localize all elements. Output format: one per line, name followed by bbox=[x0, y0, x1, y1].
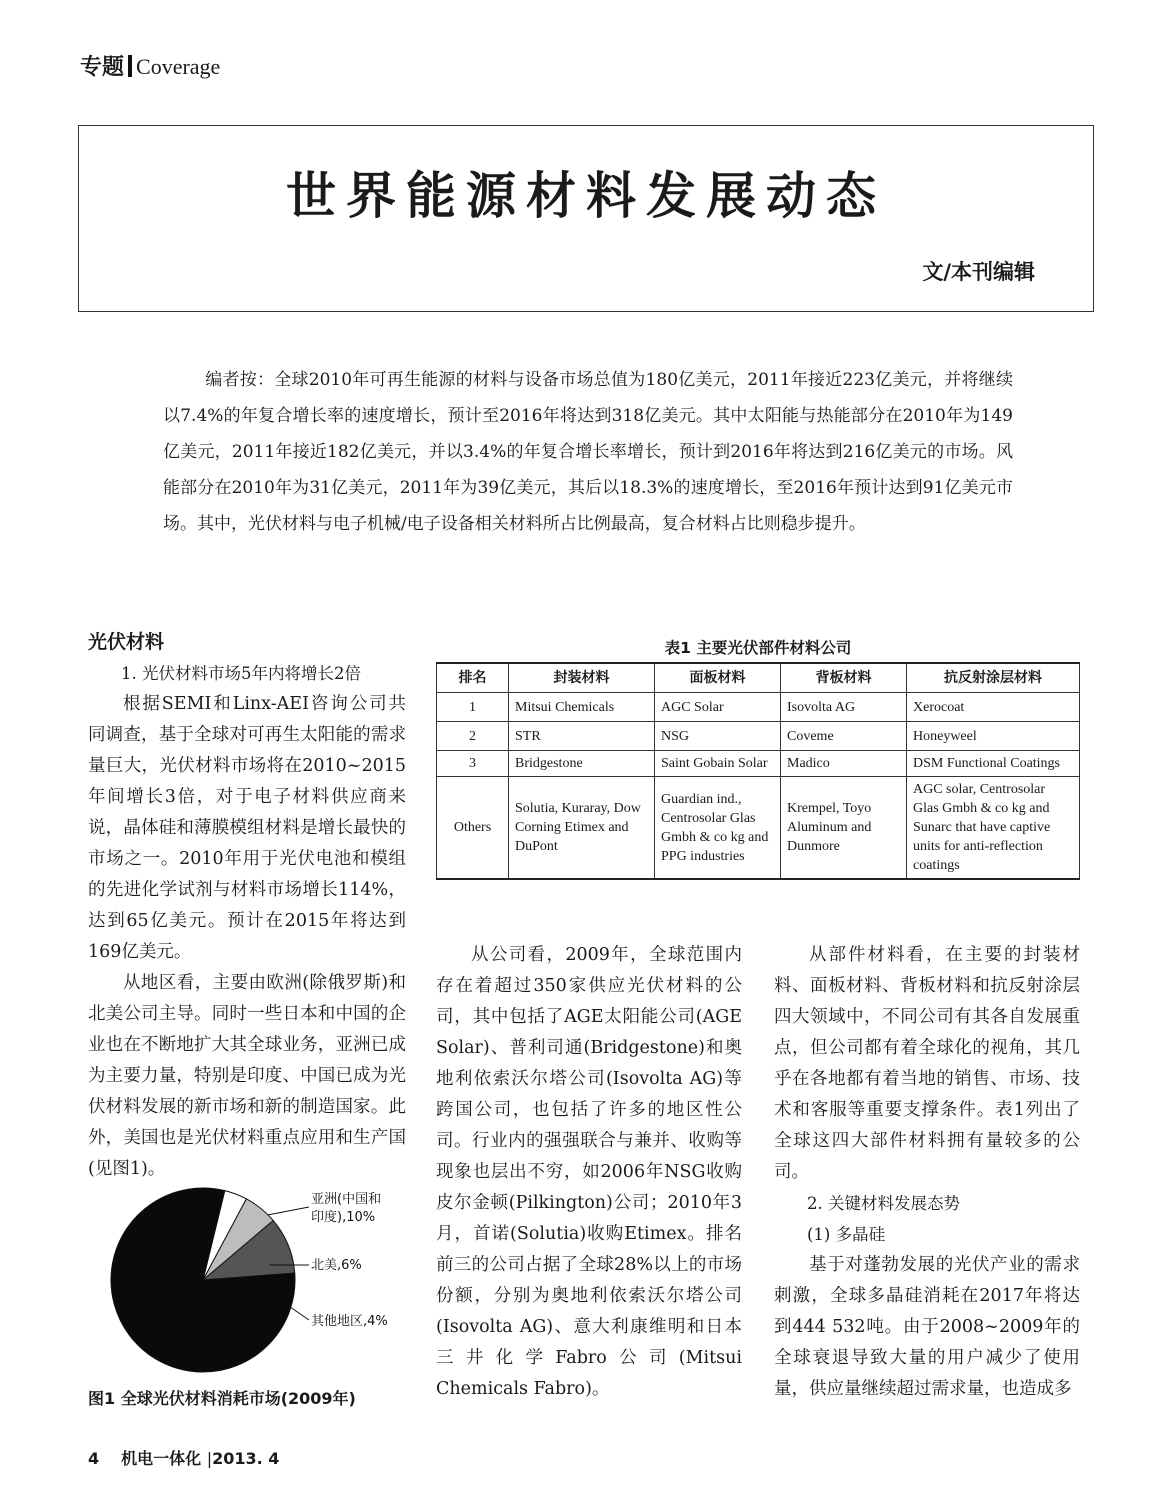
column-header: 背板材料 bbox=[781, 663, 907, 693]
footer-separator: | bbox=[206, 1449, 213, 1468]
editor-note bbox=[163, 362, 1013, 542]
journal-name: 机电一体化 bbox=[121, 1449, 202, 1468]
column-3 bbox=[774, 940, 1080, 1405]
page-footer bbox=[88, 1446, 279, 1469]
issue-number: 2013. 4 bbox=[212, 1449, 280, 1468]
table-cell: Krempel, Toyo Aluminum and Dunmore bbox=[781, 777, 907, 880]
pv-companies-table bbox=[436, 662, 1080, 880]
table-caption: 表1 主要光伏部件材料公司 bbox=[664, 639, 852, 657]
article-author: 文/本刊编辑 bbox=[922, 260, 1035, 284]
table-cell: AGC solar, Centrosolar Glas Gmbh & co kg and Sunarc that have captive units for anti-reflection coatings bbox=[907, 777, 1080, 880]
section-divider bbox=[128, 55, 132, 77]
subheading-polysilicon: (1) 多晶硅 bbox=[807, 1225, 886, 1244]
paragraph: 从公司看，2009年，全球范围内存在着超过350家供应光伏材料的公司，其中包括了AGE太阳能公司(AGE Solar)、普利司通(Bridgestone)和奥地利依索沃尔塔公司(Isovolta AG)等跨国公司，也包括了许多的地区性公司。行业内的强强联合与兼并、收购等现象也层出不穷，如2006年NSG收购皮尔金顿(Pilkington)公司；2010年3月，首诺(Solutia)收购Etimex。排名前三的公司占据了全球28%以上的市场份额，分别为奥地利依索沃尔塔公司(Isovolta AG)、意大利康维明和日本三井化学Fabro公司(Mitsui Chemicals Fabro)。 bbox=[436, 945, 742, 1399]
table-cell: 3 bbox=[437, 751, 509, 777]
column-1 bbox=[88, 627, 406, 1185]
paragraph: 根据SEMI和Linx-AEI咨询公司共同调查，基于全球对可再生太阳能的需求量巨大，光伏材料市场将在2010~2015年间增长3倍，对于电子材料供应商来说，晶体硅和薄膜模组材料是增长最快的市场之一。2010年用于光伏电池和模组的先进化学试剂与材料市场增长114%，达到65亿美元。预计在2015年将达到169亿美元。 bbox=[88, 694, 406, 962]
subheading-market-growth: 1. 光伏材料市场5年内将增长2倍 bbox=[121, 664, 361, 683]
table-cell: Others bbox=[437, 777, 509, 880]
table-cell: Xerocoat bbox=[907, 693, 1080, 722]
table-row bbox=[437, 722, 1080, 751]
table-cell: 1 bbox=[437, 693, 509, 722]
pv-market-pie-chart bbox=[95, 1185, 425, 1375]
table-cell: Bridgestone bbox=[509, 751, 655, 777]
column-header: 抗反射涂层材料 bbox=[907, 663, 1080, 693]
table-cell: Coveme bbox=[781, 722, 907, 751]
paragraph: 基于对蓬勃发展的光伏产业的需求刺激，全球多晶硅消耗在2017年将达到444 532吨。由于2008~2009年的全球衰退导致大量的用户减少了使用量，供应量继续超过需求量，也造成多 bbox=[774, 1255, 1080, 1399]
table-cell: Solutia, Kuraray, Dow Corning Etimex and DuPont bbox=[509, 777, 655, 880]
editor-note-text: 编者按：全球2010年可再生能源的材料与设备市场总值为180亿美元，2011年接近223亿美元，并将继续以7.4%的年复合增长率的速度增长，预计至2016年将达到318亿美元。其中太阳能与热能部分在2010年为149亿美元，2011年接近182亿美元，并以3.4%的年复合增长率增长，预计到2016年将达到216亿美元的市场。风能部分在2010年为31亿美元，2011年为39亿美元，其后以18.3%的速度增长，至2016年预计达到91亿美元市场。其中，光伏材料与电子机械/电子设备相关材料所占比例最高，复合材料占比则稳步提升。 bbox=[163, 370, 1013, 534]
table-cell: AGC Solar bbox=[655, 693, 781, 722]
table-header-row bbox=[437, 663, 1080, 693]
table-row bbox=[437, 693, 1080, 722]
slice-label: 亚洲(中国和 bbox=[311, 1192, 382, 1207]
table-cell: STR bbox=[509, 722, 655, 751]
section-label-zh: 专题 bbox=[80, 55, 125, 80]
column-header: 排名 bbox=[437, 663, 509, 693]
article-title: 世界能源材料发展动态 bbox=[286, 167, 886, 225]
page-number: 4 bbox=[88, 1449, 100, 1468]
subheading-key-materials: 2. 关键材料发展态势 bbox=[807, 1194, 960, 1213]
table-cell: Mitsui Chemicals bbox=[509, 693, 655, 722]
table-cell: Guardian ind., Centrosolar Glas Gmbh & co kg and PPG industries bbox=[655, 777, 781, 880]
slice-label: 北美,6% bbox=[311, 1258, 362, 1273]
table-row bbox=[437, 751, 1080, 777]
heading-pv-materials: 光伏材料 bbox=[88, 631, 165, 653]
slice-label: 印度),10% bbox=[311, 1210, 376, 1225]
table-cell: Isovolta AG bbox=[781, 693, 907, 722]
slice-label: 其他地区,4% bbox=[311, 1314, 388, 1329]
table-cell: DSM Functional Coatings bbox=[907, 751, 1080, 777]
column-header: 面板材料 bbox=[655, 663, 781, 693]
title-box bbox=[78, 125, 1094, 312]
section-header bbox=[80, 50, 220, 81]
column-2 bbox=[436, 940, 742, 1405]
column-header: 封装材料 bbox=[509, 663, 655, 693]
table-cell: Honeyweel bbox=[907, 722, 1080, 751]
section-label-en: Coverage bbox=[136, 54, 221, 79]
table-cell: Madico bbox=[781, 751, 907, 777]
paragraph: 从地区看，主要由欧洲(除俄罗斯)和北美公司主导。同时一些日本和中国的企业也在不断地扩大其全球业务，亚洲已成为主要力量，特别是印度、中国已成为光伏材料发展的新市场和新的制造国家。此外，美国也是光伏材料重点应用和生产国(见图1)。 bbox=[88, 973, 406, 1179]
table-cell: Saint Gobain Solar bbox=[655, 751, 781, 777]
table-cell: NSG bbox=[655, 722, 781, 751]
paragraph: 从部件材料看，在主要的封装材料、面板材料、背板材料和抗反射涂层四大领域中，不同公司有其各自发展重点，但公司都有着全球化的视角，其几乎在各地都有着当地的销售、市场、技术和客服等重要支撑条件。表1列出了全球这四大部件材料拥有量较多的公司。 bbox=[774, 945, 1080, 1182]
table-cell: 2 bbox=[437, 722, 509, 751]
table-row bbox=[437, 777, 1080, 880]
figure-caption: 图1 全球光伏材料消耗市场(2009年) bbox=[88, 1389, 356, 1408]
